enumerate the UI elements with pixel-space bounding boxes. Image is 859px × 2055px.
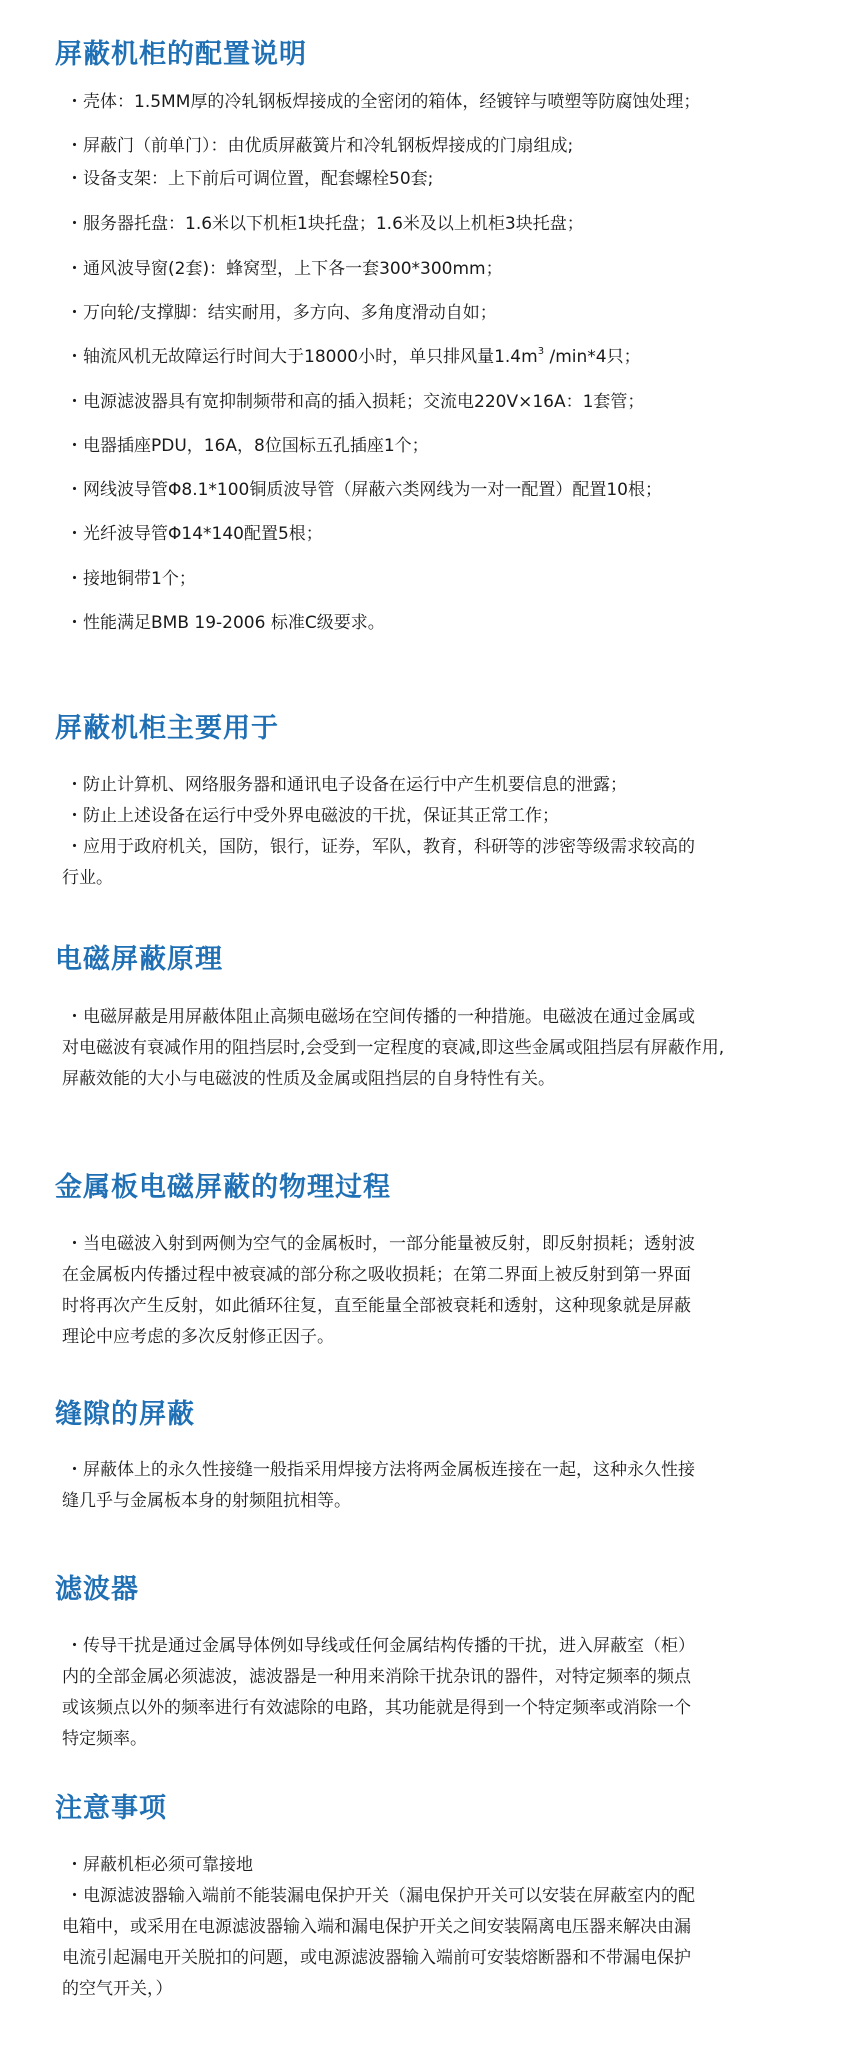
process-line-2: 在金属板内传播过程中被衰减的部分称之吸收损耗；在第二界面上被反射到第一界面: [62, 1265, 691, 1285]
filter-line-4: 特定频率。: [62, 1729, 147, 1749]
config-item-7-text: ・轴流风机无故障运行时间大于18000小时，单只排风量1.4m: [66, 347, 538, 367]
filter-line-3: 或该频点以外的频率进行有效滤除的电路，其功能就是得到一个特定频率或消除一个: [62, 1698, 691, 1718]
notes-line-5: 的空气开关，）: [62, 1979, 173, 1999]
principle-line-2: 对电磁波有衰减作用的阻挡层时,会受到一定程度的衰减,即这些金属或阻挡层有屏蔽作用,: [62, 1038, 725, 1058]
config-item-7-unit: /min*4只；: [544, 347, 641, 367]
principle-line-3: 屏蔽效能的大小与电磁波的性质及金属或阻挡层的自身特性有关。: [62, 1069, 555, 1089]
notes-line-3: 电箱中，或采用在电源滤波器输入端和漏电保护开关之间安装隔离电压器来解决由漏: [62, 1917, 691, 1937]
section-title-config: 屏蔽机柜的配置说明: [55, 39, 307, 70]
config-item-4: ・服务器托盘：1.6米以下机柜1块托盘；1.6米及以上机柜3块托盘；: [66, 214, 584, 234]
section-title-principle: 电磁屏蔽原理: [55, 944, 223, 975]
process-line-3: 时将再次产生反射，如此循环往复，直至能量全部被衰耗和透射，这种现象就是屏蔽: [62, 1296, 691, 1316]
gap-line-1: ・屏蔽体上的永久性接缝一般指采用焊接方法将两金属板连接在一起，这种永久性接: [66, 1460, 695, 1480]
usage-item-2: ・防止上述设备在运行中受外界电磁波的干扰，保证其正常工作；: [66, 806, 559, 826]
config-item-9: ・电器插座PDU，16A，8位国标五孔插座1个；: [66, 436, 429, 456]
superscript-3: 3: [537, 346, 545, 358]
notes-line-2: ・电源滤波器输入端前不能装漏电保护开关（漏电保护开关可以安装在屏蔽室内的配: [66, 1886, 695, 1906]
process-line-4: 理论中应考虑的多次反射修正因子。: [62, 1327, 334, 1347]
config-item-12: ・接地铜带1个；: [66, 569, 196, 589]
config-item-1: ・壳体：1.5MM厚的冷轧钢板焊接成的全密闭的箱体，经镀锌与喷塑等防腐蚀处理；: [66, 92, 701, 112]
config-item-13: ・性能满足BMB 19-2006 标准C级要求。: [66, 613, 385, 633]
section-title-usage: 屏蔽机柜主要用于: [55, 713, 279, 744]
config-item-11: ・光纤波导管Φ14*140配置5根；: [66, 524, 323, 544]
usage-item-3: ・应用于政府机关，国防，银行，证券，军队，教育，科研等的涉密等级需求较高的: [66, 837, 695, 857]
config-item-2: ・屏蔽门（前单门）：由优质屏蔽簧片和冷轧钢板焊接成的门扇组成;: [66, 136, 574, 156]
usage-item-3-cont: 行业。: [62, 868, 113, 888]
section-title-process: 金属板电磁屏蔽的物理过程: [55, 1172, 391, 1203]
config-item-7: [66, 345, 641, 369]
usage-item-1: ・防止计算机、网络服务器和通讯电子设备在运行中产生机要信息的泄露；: [66, 775, 627, 795]
config-item-10: ・网线波导管Φ8.1*100铜质波导管（屏蔽六类网线为一对一配置）配置10根；: [66, 480, 662, 500]
notes-line-1: ・屏蔽机柜必须可靠接地: [66, 1855, 253, 1875]
config-item-5: ・通风波导窗(2套)：蜂窝型，上下各一套300*300mm；: [66, 259, 503, 279]
filter-line-2: 内的全部金属必须滤波，滤波器是一种用来消除干扰杂讯的器件，对特定频率的频点: [62, 1667, 691, 1687]
process-line-1: ・当电磁波入射到两侧为空气的金属板时，一部分能量被反射，即反射损耗；透射波: [66, 1234, 695, 1254]
config-item-3: ・设备支架：上下前后可调位置，配套螺栓50套;: [66, 169, 434, 189]
config-item-8: ・电源滤波器具有宽抑制频带和高的插入损耗；交流电220V×16A：1套管；: [66, 392, 645, 412]
filter-line-1: ・传导干扰是通过金属导体例如导线或任何金属结构传播的干扰，进入屏蔽室（柜）: [66, 1636, 695, 1656]
config-item-6: ・万向轮/支撑脚：结实耐用，多方向、多角度滑动自如；: [66, 303, 497, 323]
section-title-filter: 滤波器: [55, 1574, 139, 1605]
section-title-gap: 缝隙的屏蔽: [55, 1399, 195, 1430]
section-title-notes: 注意事项: [55, 1793, 167, 1824]
principle-line-1: ・电磁屏蔽是用屏蔽体阻止高频电磁场在空间传播的一种措施。电磁波在通过金属或: [66, 1007, 695, 1027]
notes-line-4: 电流引起漏电开关脱扣的问题，或电源滤波器输入端前可安装熔断器和不带漏电保护: [62, 1948, 691, 1968]
gap-line-2: 缝几乎与金属板本身的射频阻抗相等。: [62, 1491, 351, 1511]
